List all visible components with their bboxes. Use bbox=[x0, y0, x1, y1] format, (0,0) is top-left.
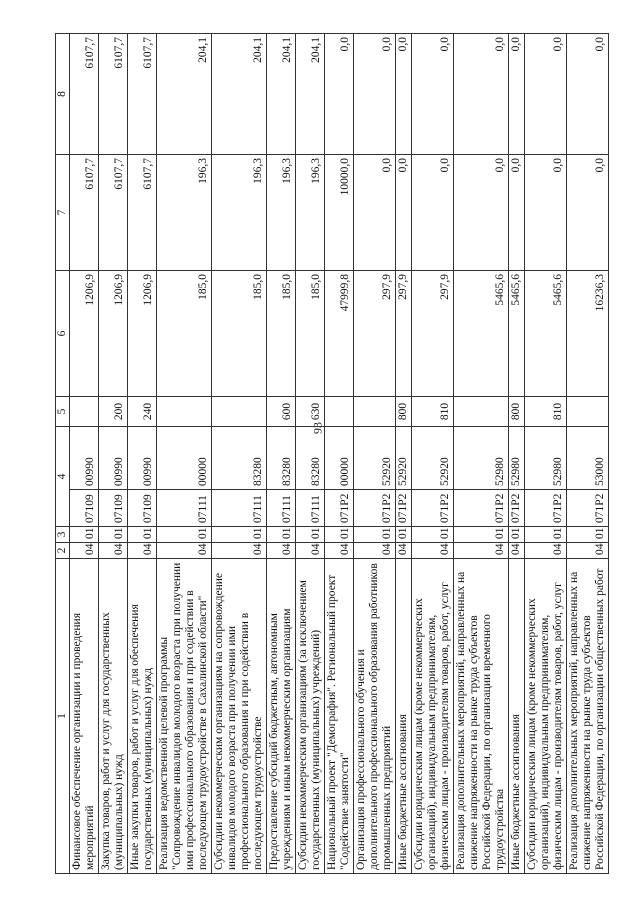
row-expense-type: 630 bbox=[296, 397, 325, 427]
row-section-code: 04 bbox=[567, 543, 609, 559]
row-expense-type bbox=[70, 397, 99, 427]
row-amount-col8: 204,1 bbox=[157, 34, 212, 155]
row-direction-code: 52920 bbox=[354, 427, 396, 490]
row-amount-col6: 47999,8 bbox=[325, 271, 354, 397]
row-amount-col7: 0,0 bbox=[567, 155, 609, 271]
row-section-code: 04 bbox=[99, 543, 128, 559]
row-amount-col8: 0,0 bbox=[567, 34, 609, 155]
row-program-code: 071P2 bbox=[567, 490, 609, 527]
table-row bbox=[296, 34, 325, 874]
row-name: Субсидии некоммерческим организациям на сопровождение инвалидов молодого возраста при получении ими профессионального образования и при содействии в последующем трудоустройстве bbox=[212, 559, 267, 874]
row-subsection-code: 01 bbox=[212, 527, 267, 543]
row-subsection-code: 01 bbox=[412, 527, 454, 543]
row-section-code: 04 bbox=[509, 543, 525, 559]
row-program-code: 07111 bbox=[296, 490, 325, 527]
row-section-code: 04 bbox=[157, 543, 212, 559]
row-section-code: 04 bbox=[212, 543, 267, 559]
row-name: Субсидии юридическим лицам (кроме некоммерческих организаций), индивидуальным предпринимателям, физическим лицам - производителям товаров, работ, услуг bbox=[525, 559, 567, 874]
row-section-code: 04 bbox=[454, 543, 509, 559]
row-direction-code: 52920 bbox=[412, 427, 454, 490]
row-expense-type: 810 bbox=[525, 397, 567, 427]
row-expense-type: 600 bbox=[267, 397, 296, 427]
row-expense-type bbox=[325, 397, 354, 427]
row-amount-col8: 0,0 bbox=[354, 34, 396, 155]
row-expense-type bbox=[567, 397, 609, 427]
table-row bbox=[396, 34, 412, 874]
table-row bbox=[454, 34, 509, 874]
row-amount-col7: 196,3 bbox=[296, 155, 325, 271]
row-program-code: 071P2 bbox=[454, 490, 509, 527]
row-subsection-code: 01 bbox=[396, 527, 412, 543]
row-amount-col8: 0,0 bbox=[396, 34, 412, 155]
row-amount-col8: 6107,7 bbox=[128, 34, 157, 155]
row-amount-col7: 0,0 bbox=[525, 155, 567, 271]
row-section-code: 04 bbox=[267, 543, 296, 559]
row-name: Реализация дополнительных мероприятий, направленных на снижение напряженности на рынке труда субъектов Российской Федерации, по организации временного трудоустройства bbox=[454, 559, 509, 874]
row-expense-type: 200 bbox=[99, 397, 128, 427]
table-row bbox=[509, 34, 525, 874]
row-amount-col7: 0,0 bbox=[354, 155, 396, 271]
row-program-code: 07109 bbox=[128, 490, 157, 527]
row-section-code: 04 bbox=[396, 543, 412, 559]
header-row bbox=[56, 34, 70, 874]
row-amount-col7: 0,0 bbox=[509, 155, 525, 271]
row-expense-type bbox=[454, 397, 509, 427]
header-col-7: 7 bbox=[56, 155, 70, 271]
row-subsection-code: 01 bbox=[454, 527, 509, 543]
row-subsection-code: 01 bbox=[128, 527, 157, 543]
row-subsection-code: 01 bbox=[567, 527, 609, 543]
row-name: Национальный проект "Демография". Региональный проект "Содействие занятости" bbox=[325, 559, 354, 874]
row-amount-col7: 196,3 bbox=[212, 155, 267, 271]
table-row bbox=[525, 34, 567, 874]
row-direction-code: 00990 bbox=[70, 427, 99, 490]
row-subsection-code: 01 bbox=[70, 527, 99, 543]
row-section-code: 04 bbox=[354, 543, 396, 559]
row-name: Предоставление субсидий бюджетным, автономным учреждениям и иным некоммерческим организациям bbox=[267, 559, 296, 874]
row-amount-col6: 5465,6 bbox=[525, 271, 567, 397]
row-program-code: 071P2 bbox=[412, 490, 454, 527]
row-program-code: 071P2 bbox=[354, 490, 396, 527]
row-direction-code: 52920 bbox=[396, 427, 412, 490]
row-program-code: 07109 bbox=[70, 490, 99, 527]
row-amount-col7: 0,0 bbox=[412, 155, 454, 271]
table-row bbox=[325, 34, 354, 874]
budget-table bbox=[55, 33, 609, 874]
row-amount-col7: 0,0 bbox=[454, 155, 509, 271]
table-row bbox=[99, 34, 128, 874]
row-subsection-code: 01 bbox=[99, 527, 128, 543]
row-expense-type bbox=[157, 397, 212, 427]
rotated-page bbox=[55, 34, 635, 874]
row-name: Иные бюджетные ассигнования bbox=[509, 559, 525, 874]
row-amount-col8: 204,1 bbox=[296, 34, 325, 155]
row-amount-col6: 5465,6 bbox=[454, 271, 509, 397]
row-amount-col7: 0,0 bbox=[396, 155, 412, 271]
row-program-code: 07111 bbox=[157, 490, 212, 527]
row-amount-col8: 6107,7 bbox=[70, 34, 99, 155]
row-direction-code: 00000 bbox=[157, 427, 212, 490]
row-amount-col8: 6107,7 bbox=[99, 34, 128, 155]
header-col-1: 1 bbox=[56, 559, 70, 874]
row-program-code: 07111 bbox=[212, 490, 267, 527]
row-amount-col8: 0,0 bbox=[412, 34, 454, 155]
row-subsection-code: 01 bbox=[325, 527, 354, 543]
row-direction-code: 00990 bbox=[99, 427, 128, 490]
row-amount-col6: 297,9 bbox=[412, 271, 454, 397]
table-row bbox=[128, 34, 157, 874]
row-name: Финансовое обеспечение организации и проведения мероприятий bbox=[70, 559, 99, 874]
row-amount-col8: 0,0 bbox=[325, 34, 354, 155]
header-col-5: 5 bbox=[56, 397, 70, 427]
row-name: Реализация дополнительных мероприятий, направленных на снижение напряженности на рынке труда субъектов Российской Федерации, по организации общественных работ bbox=[567, 559, 609, 874]
row-name: Субсидии некоммерческим организациям (за исключением государственных (муниципальных) учреждений) bbox=[296, 559, 325, 874]
row-amount-col6: 1206,9 bbox=[70, 271, 99, 397]
row-direction-code: 83280 bbox=[267, 427, 296, 490]
row-expense-type: 800 bbox=[396, 397, 412, 427]
row-amount-col6: 185,0 bbox=[212, 271, 267, 397]
row-name: Иные закупки товаров, работ и услуг для обеспечения государственных (муниципальных) нужд bbox=[128, 559, 157, 874]
row-amount-col6: 297,9 bbox=[396, 271, 412, 397]
row-program-code: 07109 bbox=[99, 490, 128, 527]
header-col-8: 8 bbox=[56, 34, 70, 155]
row-name: Иные бюджетные ассигнования bbox=[396, 559, 412, 874]
row-expense-type: 810 bbox=[412, 397, 454, 427]
row-amount-col6: 1206,9 bbox=[128, 271, 157, 397]
row-direction-code: 00000 bbox=[325, 427, 354, 490]
row-name: Закупка товаров, работ и услуг для государственных (муниципальных) нужд bbox=[99, 559, 128, 874]
table-row bbox=[267, 34, 296, 874]
header-col-2: 2 bbox=[56, 543, 70, 559]
row-amount-col6: 16236,3 bbox=[567, 271, 609, 397]
row-amount-col8: 0,0 bbox=[525, 34, 567, 155]
row-name: Субсидии юридическим лицам (кроме некоммерческих организаций), индивидуальным предпринимателям, физическим лицам - производителям товаров, работ, услуг bbox=[412, 559, 454, 874]
row-direction-code: 52980 bbox=[509, 427, 525, 490]
row-program-code: 071P2 bbox=[325, 490, 354, 527]
table-row bbox=[157, 34, 212, 874]
header-col-6: 6 bbox=[56, 271, 70, 397]
row-subsection-code: 01 bbox=[157, 527, 212, 543]
page-number: 93 bbox=[310, 422, 325, 434]
row-section-code: 04 bbox=[325, 543, 354, 559]
row-direction-code: 52980 bbox=[454, 427, 509, 490]
table-row bbox=[412, 34, 454, 874]
row-program-code: 07111 bbox=[267, 490, 296, 527]
row-subsection-code: 01 bbox=[525, 527, 567, 543]
row-direction-code: 83280 bbox=[296, 427, 325, 490]
row-amount-col8: 0,0 bbox=[509, 34, 525, 155]
row-subsection-code: 01 bbox=[296, 527, 325, 543]
row-section-code: 04 bbox=[296, 543, 325, 559]
row-amount-col6: 185,0 bbox=[157, 271, 212, 397]
row-amount-col7: 10000,0 bbox=[325, 155, 354, 271]
table-row bbox=[212, 34, 267, 874]
row-section-code: 04 bbox=[412, 543, 454, 559]
row-amount-col7: 6107,7 bbox=[128, 155, 157, 271]
row-expense-type bbox=[354, 397, 396, 427]
row-amount-col6: 185,0 bbox=[267, 271, 296, 397]
row-amount-col7: 6107,7 bbox=[70, 155, 99, 271]
row-amount-col6: 185,0 bbox=[296, 271, 325, 397]
row-subsection-code: 01 bbox=[509, 527, 525, 543]
row-program-code: 071P2 bbox=[509, 490, 525, 527]
row-direction-code: 00990 bbox=[128, 427, 157, 490]
table-row bbox=[567, 34, 609, 874]
row-amount-col6: 297,9 bbox=[354, 271, 396, 397]
row-amount-col6: 5465,6 bbox=[509, 271, 525, 397]
row-name: Организация профессионального обучения и дополнительного профессионального образования работников промышленных предприятий bbox=[354, 559, 396, 874]
row-amount-col7: 196,3 bbox=[157, 155, 212, 271]
row-direction-code: 52980 bbox=[525, 427, 567, 490]
row-section-code: 04 bbox=[525, 543, 567, 559]
header-col-3: 3 bbox=[56, 527, 70, 543]
row-amount-col8: 204,1 bbox=[212, 34, 267, 155]
row-program-code: 071P2 bbox=[525, 490, 567, 527]
row-amount-col8: 204,1 bbox=[267, 34, 296, 155]
row-section-code: 04 bbox=[70, 543, 99, 559]
row-amount-col7: 6107,7 bbox=[99, 155, 128, 271]
row-amount-col6: 1206,9 bbox=[99, 271, 128, 397]
row-section-code: 04 bbox=[128, 543, 157, 559]
row-expense-type: 800 bbox=[509, 397, 525, 427]
table-row bbox=[354, 34, 396, 874]
row-subsection-code: 01 bbox=[267, 527, 296, 543]
table-row bbox=[70, 34, 99, 874]
header-col-4: 4 bbox=[56, 427, 70, 527]
row-amount-col7: 196,3 bbox=[267, 155, 296, 271]
row-name: Реализация ведомственной целевой программы "Сопровождение инвалидов молодого возраста при получении ими профессионального образования и при содействии в последующем трудоустройстве в Сахалинской области" bbox=[157, 559, 212, 874]
row-program-code: 071P2 bbox=[396, 490, 412, 527]
row-amount-col8: 0,0 bbox=[454, 34, 509, 155]
row-expense-type bbox=[212, 397, 267, 427]
row-expense-type: 240 bbox=[128, 397, 157, 427]
row-direction-code: 53000 bbox=[567, 427, 609, 490]
row-subsection-code: 01 bbox=[354, 527, 396, 543]
row-direction-code: 83280 bbox=[212, 427, 267, 490]
